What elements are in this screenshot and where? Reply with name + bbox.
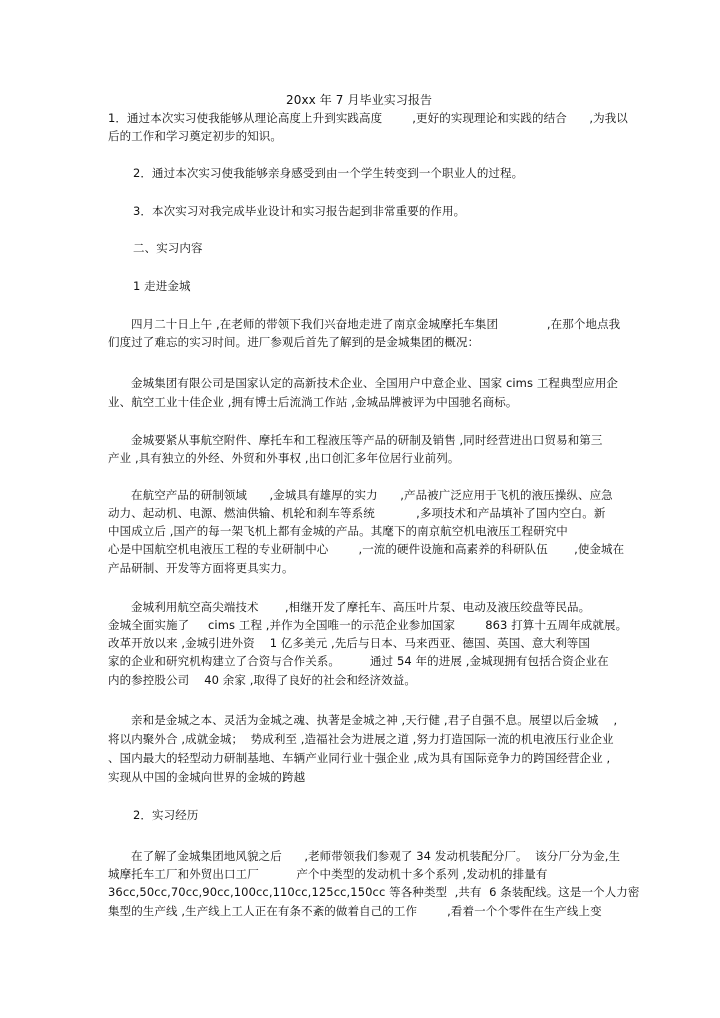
paragraph-line: 家的企业和研究机构建立了合资与合作关系。 通过 54 年的进展 ,金城现拥有包括合资企业在 — [108, 654, 609, 668]
paragraph-line: 们度过了难忘的实习时间。进厂参观后首先了解到的是金城集团的概况： — [108, 335, 480, 349]
paragraph-line: 产业 ,具有独立的外经、外贸和外事权 ,出口创汇多年位居行业前列。 — [108, 451, 460, 465]
paragraph-line: 亲和是金城之本、灵活为金城之魂、执著是金城之神 ,天行健 ,君子自强不息。展望以后金城 , — [131, 713, 618, 727]
paragraph-line: 金城利用航空高尖端技术 ,相继开发了摩托车、高压叶片泵、电动及液压绞盘等民品。 — [131, 600, 591, 614]
paragraph-line: 3．本次实习对我完成毕业设计和实习报告起到非常重要的作用。 — [133, 204, 466, 218]
paragraph-line: 金城全面实施了 cims 工程 ,并作为全国唯一的示范企业参加国家 863 打算十五周年成就展。 — [108, 618, 628, 632]
paragraph-line: 实现从中国的金城向世界的金城的跨越 — [108, 770, 306, 784]
paragraph-line: 36cc,50cc,70cc,90cc,100cc,110cc,125cc,150cc 等各种类型 ,共有 6 条装配线。这是一个人力密 — [108, 885, 640, 899]
paragraph-line: 中国成立后 ,国产的每一架飞机上都有金城的产品。其麾下的南京航空机电液压工程研究中 — [108, 524, 568, 538]
paragraph-line: 产品研制、开发等方面将更具实力。 — [108, 561, 294, 575]
paragraph-line: 2．通过本次实习使我能够亲身感受到由一个学生转变到一个职业人的过程。 — [133, 166, 524, 180]
paragraph-line: 1．通过本次实习使我能够从理论高度上升到实践高度 ,更好的实现理论和实践的结合 ,为我以 — [108, 111, 628, 125]
paragraph-line: 改革开放以来 ,金城引进外资 1 亿多美元 ,先后与日本、马来西亚、德国、英国、意大利等国 — [108, 636, 591, 650]
paragraph-line: 城摩托车工厂和外贸出口工厂 产个中类型的发动机十多个系列 ,发动机的排量有 — [108, 867, 548, 881]
paragraph-line: 集型的生产线 ,生产线上工人正在有条不紊的做着自己的工作 ,看着一个个零件在生产线上变 — [108, 904, 602, 918]
paragraph-line: 将以内聚外合 ,成就金城； 势成利至 ,造福社会为进展之道 ,努力打造国际一流的机电液压行业企业 — [108, 732, 614, 746]
report-title: 20xx 年 7 月毕业实习报告 — [286, 93, 433, 107]
section-heading: 二、实习内容 — [133, 241, 203, 255]
paragraph-line: 心是中国航空机电液压工程的专业研制中心 ,一流的硬件设施和高素养的科研队伍 ,使金城在 — [108, 542, 625, 556]
subsection-heading: 2．实习经历 — [133, 808, 199, 822]
paragraph-line: 、国内最大的轻型动力研制基地、车辆产业同行业十强企业 ,成为具有国际竞争力的跨国经营企业 , — [108, 751, 611, 765]
paragraph-line: 动力、起动机、电源、燃油供输、机轮和刹车等系统 ,多项技术和产品填补了国内空白。新 — [108, 506, 606, 520]
paragraph-line: 内的参控股公司 40 余家 ,取得了良好的社会和经济效益。 — [108, 673, 416, 687]
paragraph-line: 金城要紧从事航空附件、摩托车和工程液压等产品的研制及销售 ,同时经营进出口贸易和第三 — [131, 433, 603, 447]
paragraph-line: 业、航空工业十佳企业 ,拥有博士后流淌工作站 ,金城品牌被评为中国驰名商标。 — [108, 395, 518, 409]
paragraph-line: 在了解了金城集团地风貌之后 ,老师带领我们参观了 34 发动机装配分厂。 该分厂分为金,生 — [131, 849, 621, 863]
paragraph-line: 后的工作和学习奠定初步的知识。 — [108, 129, 282, 143]
paragraph-line: 金城集团有限公司是国家认定的高新技术企业、全国用户中意企业、国家 cims 工程典型应用企 — [131, 376, 619, 390]
subsection-heading: 1 走进金城 — [133, 279, 191, 293]
paragraph-line: 四月二十日上午 ,在老师的带领下我们兴奋地走进了南京金城摩托车集团 ,在那个地点我 — [131, 317, 621, 331]
paragraph-line: 在航空产品的研制领域 ,金城具有雄厚的实力 ,产品被广泛应用于飞机的液压操纵、应急 — [131, 488, 613, 502]
